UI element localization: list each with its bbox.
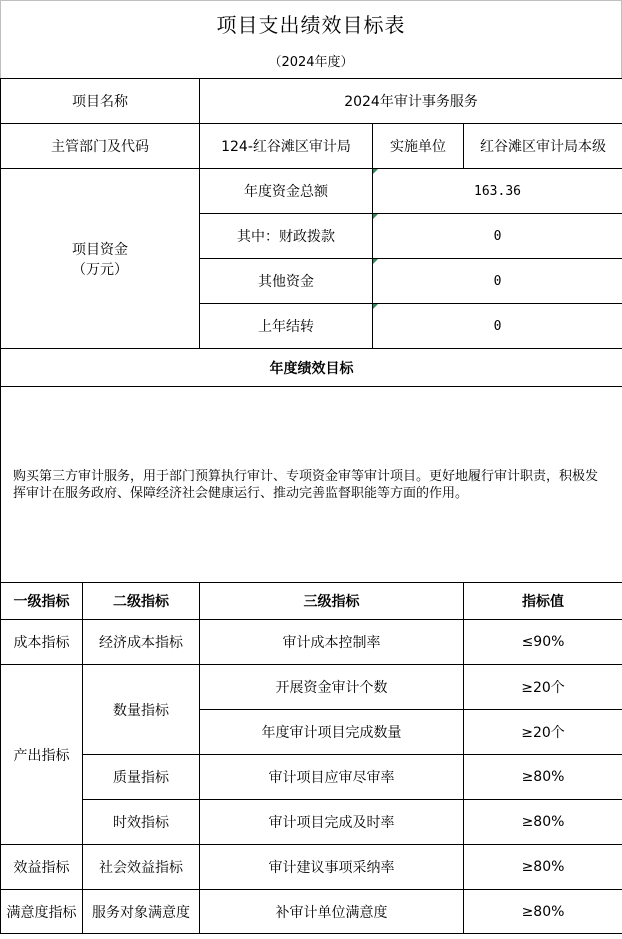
quantity1-level3: 开展资金审计个数 (200, 665, 464, 710)
project-name-value: 2024年审计事务服务 (200, 79, 622, 124)
cost-level1: 成本指标 (1, 620, 83, 665)
impl-label: 实施单位 (373, 124, 464, 169)
benefit-level1: 效益指标 (1, 845, 83, 890)
fund-other-value: 0 (373, 259, 622, 304)
funds-label-text: 项目资金 (72, 241, 128, 258)
fund-carryover-label: 上年结转 (200, 304, 373, 349)
goal-header: 年度绩效目标 (1, 349, 622, 387)
quantity-level2: 数量指标 (83, 665, 200, 755)
impl-value: 红谷滩区审计局本级 (464, 124, 622, 169)
goal-text: 购买第三方审计服务，用于部门预算执行审计、专项资金审等审计项目。更好地履行审计职责，积极发挥审计在服务政府、保障经济社会健康运行、推动完善监督职能等方面的作用。 (1, 387, 622, 583)
cost-level2: 经济成本指标 (83, 620, 200, 665)
fund-fiscal-value: 0 (373, 214, 622, 259)
header-level3: 三级指标 (200, 583, 464, 620)
satisfaction-value: ≥80% (464, 890, 622, 934)
timeliness-value: ≥80% (464, 800, 622, 845)
funds-label (1, 169, 200, 349)
quantity2-value: ≥20个 (464, 710, 622, 755)
header-value: 指标值 (464, 583, 622, 620)
cost-value: ≤90% (464, 620, 622, 665)
timeliness-level3: 审计项目完成及时率 (200, 800, 464, 845)
header-level1: 一级指标 (1, 583, 83, 620)
quality-level3: 审计项目应审尽审率 (200, 755, 464, 800)
funds-unit: （万元） (72, 261, 128, 278)
quantity1-value: ≥20个 (464, 665, 622, 710)
form-year: （2024年度） (0, 48, 622, 78)
timeliness-level2: 时效指标 (83, 800, 200, 845)
fund-total-label: 年度资金总额 (200, 169, 373, 214)
output-level1: 产出指标 (1, 665, 83, 845)
quality-value: ≥80% (464, 755, 622, 800)
form-title: 项目支出绩效目标表 (0, 0, 622, 48)
fund-carryover-value: 0 (373, 304, 622, 349)
benefit-level3: 审计建议事项采纳率 (200, 845, 464, 890)
fund-total-value: 163.36 (373, 169, 622, 214)
benefit-value: ≥80% (464, 845, 622, 890)
dept-label: 主管部门及代码 (1, 124, 200, 169)
cost-level3: 审计成本控制率 (200, 620, 464, 665)
satisfaction-level3: 补审计单位满意度 (200, 890, 464, 934)
form-table (0, 78, 622, 934)
quality-level2: 质量指标 (83, 755, 200, 800)
satisfaction-level1: 满意度指标 (1, 890, 83, 934)
dept-value: 124-红谷滩区审计局 (200, 124, 373, 169)
fund-fiscal-label: 其中：财政拨款 (200, 214, 373, 259)
quantity2-level3: 年度审计项目完成数量 (200, 710, 464, 755)
project-name-label: 项目名称 (1, 79, 200, 124)
satisfaction-level2: 服务对象满意度 (83, 890, 200, 934)
fund-other-label: 其他资金 (200, 259, 373, 304)
header-level2: 二级指标 (83, 583, 200, 620)
benefit-level2: 社会效益指标 (83, 845, 200, 890)
